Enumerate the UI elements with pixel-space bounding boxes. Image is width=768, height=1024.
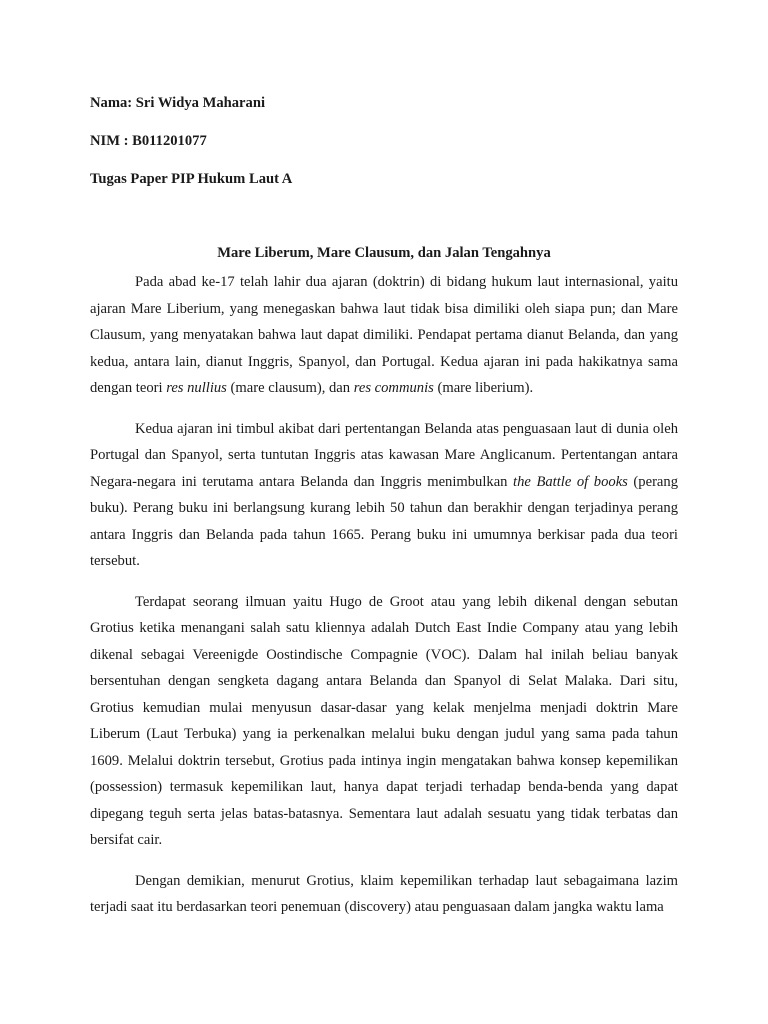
student-name: Nama: Sri Widya Maharani	[90, 95, 266, 111]
student-nim: NIM : B011201077	[90, 133, 207, 149]
assignment-title: Tugas Paper PIP Hukum Laut A	[90, 171, 293, 187]
paragraph-2: Kedua ajaran ini timbul akibat dari pertentangan Belanda atas penguasaan laut di dunia oleh Portugal dan Spanyol, serta tuntutan Inggris atas kawasan Mare Anglicanum. Pertentangan antara Negara-negara ini terutama antara Belanda dan Inggris menimbulkan the Battle of books (perang buku). Perang buku ini berlangsung kurang lebih 50 tahun dan berakhir dengan terjadinya perang antara Inggris dan Belanda pada tahun 1665. Perang buku ini umumnya berkisar pada dua teori tersebut.	[90, 420, 678, 569]
paragraph-3: Terdapat seorang ilmuan yaitu Hugo de Groot atau yang lebih dikenal dengan sebutan Grotius ketika menangani salah satu kliennya adalah Dutch East Indie Company atau yang lebih dikenal sebagai Vereenigde Oostindische Compagnie (VOC). Dalam hal inilah beliau banyak bersentuhan dengan sengketa dagang antara Belanda dan Spanyol di Selat Malaka. Dari situ, Grotius kemudian mulai menyusun dasar-dasar yang kelak menjelma menjadi doktrin Mare Liberum (Laut Terbuka) yang ia perkenalkan melalui buku dengan judul yang sama pada tahun 1609. Melalui doktrin tersebut, Grotius pada intinya ingin mengatakan bahwa konsep kepemilikan (possession) termasuk kepemilikan laut, hanya dapat terjadi terhadap benda-benda yang dapat dipegang teguh serta jelas batas-batasnya. Sementara laut adalah sesuatu yang tidak terbatas dan bersifat cair.	[90, 593, 678, 848]
paragraph-4: Dengan demikian, menurut Grotius, klaim kepemilikan terhadap laut sebagaimana lazim terjadi saat itu berdasarkan teori penemuan (discovery) atau penguasaan dalam jangka waktu lama	[90, 872, 678, 915]
paragraph-1: Pada abad ke-17 telah lahir dua ajaran (doktrin) di bidang hukum laut internasional, yaitu ajaran Mare Liberium, yang menegaskan bahwa laut tidak bisa dimiliki oleh siapa pun; dan Mare Clausum, yang menyatakan bahwa laut dapat dimiliki. Pendapat pertama dianut Belanda, dan yang kedua, antara lain, dianut Inggris, Spanyol, dan Portugal. Kedua ajaran ini pada hakikatnya sama dengan teori res nullius (mare clausum), dan res communis (mare liberium).	[90, 274, 678, 396]
paper-title: Mare Liberum, Mare Clausum, dan Jalan Tengahnya	[217, 245, 551, 261]
